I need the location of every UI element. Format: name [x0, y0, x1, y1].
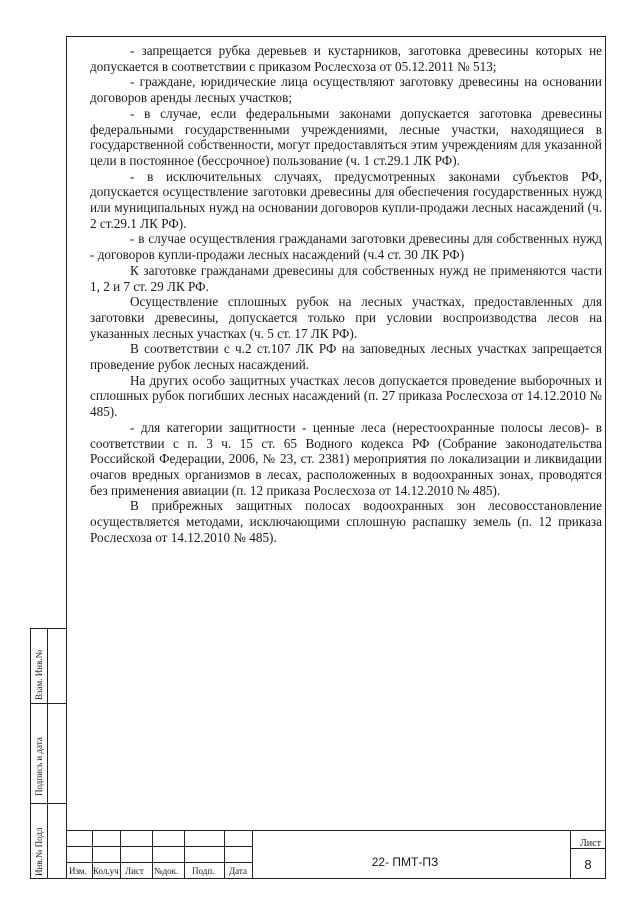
podp-label: Подп.: [192, 866, 215, 876]
paragraph: На других особо защитных участках лесов допускается проведение выборочных и сплошных рубок погибших лесных насаждений (п. 27 приказа Рослесхоза от 14.12.2010 № 485).: [90, 372, 602, 420]
document-body: [90, 43, 602, 546]
paragraph: Осуществление сплошных рубок на лесных участках, предоставленных для заготовки древесины, допускается только при условии воспроизводства лесов на указанных лесных участках (ч. 5 ст. 17 ЛК РФ).: [90, 294, 602, 341]
inv-podl-label: Инв.№ Подл: [34, 827, 44, 876]
ndok-label: №док.: [154, 866, 179, 876]
paragraph: К заготовке гражданами древесины для собственных нужд не применяются части 1, 2 и 7 ст. 29 ЛК РФ.: [90, 262, 602, 294]
document-code: 22- ПМТ-ПЗ: [371, 855, 439, 869]
paragraph: - в случае осуществления гражданами заготовки древесины для собственных нужд - договоров купли-продажи лесных насаждений (ч.4 ст. 30 ЛК РФ): [90, 231, 602, 263]
vzam-inv-label: Взам. Инв.№: [34, 649, 44, 700]
kol-uch-label: Кол.уч: [93, 866, 119, 876]
data-label: Дата: [229, 866, 247, 876]
paragraph: - граждане, юридические лица осуществляют заготовку древесины на основании договоров аренды лесных участков;: [90, 74, 602, 106]
sheet-label: Лист: [580, 838, 601, 849]
paragraph: В прибрежных защитных полосах водоохранных зон лесовосстановление осуществляется методами, исключающими сплошную распашку земель (п. 12 приказа Рослесхоза от 14.12.2010 № 485).: [90, 498, 602, 545]
podpis-data-label: Подпись и дата: [34, 737, 44, 796]
list-label: Лист: [125, 866, 144, 876]
paragraph: - в исключительных случаях, предусмотренных законами субъектов РФ, допускается осуществление заготовки древесины для обеспечения государственных нужд или муниципальных нужд на основании договоров купли-продажи лесных насаждений (ч. 2 ст.29.1 ЛК РФ).: [90, 168, 602, 231]
paragraph: В соответствии с ч.2 ст.107 ЛК РФ на заповедных лесных участках запрещается проведение рубок лесных насаждений.: [90, 341, 602, 373]
paragraph: - в случае, если федеральными законами допускается заготовка древесины федеральными государственными учреждениями, лесные участки, находящиеся в государственной собственности, могут предоставляться этим учреждениям для указанной цели в постоянное (бессрочное) пользование (ч. 1 ст.29.1 ЛК РФ).: [90, 105, 602, 168]
paragraph: - запрещается рубка деревьев и кустарников, заготовка древесины которых не допускается в соответствии с приказом Рослесхоза от 05.12.2011 № 513;: [90, 43, 602, 74]
paragraph: - для категории защитности - ценные леса (нерестоохранные полосы лесов)- в соответствии с п. 3 ч. 15 ст. 65 Водного кодекса РФ (Собрание законодательства Российской Федерации, 2006, № 23, ст. 2381) мероприятия по локализации и ликвидации очагов вредных организмов в лесах, расположенных в водоохранных зонах, проводятся без применения авиации (п. 12 приказа Рослесхоза от 14.12.2010 № 485).: [90, 419, 602, 498]
izm-label: Изм.: [69, 866, 87, 876]
sheet-number: 8: [584, 857, 592, 872]
